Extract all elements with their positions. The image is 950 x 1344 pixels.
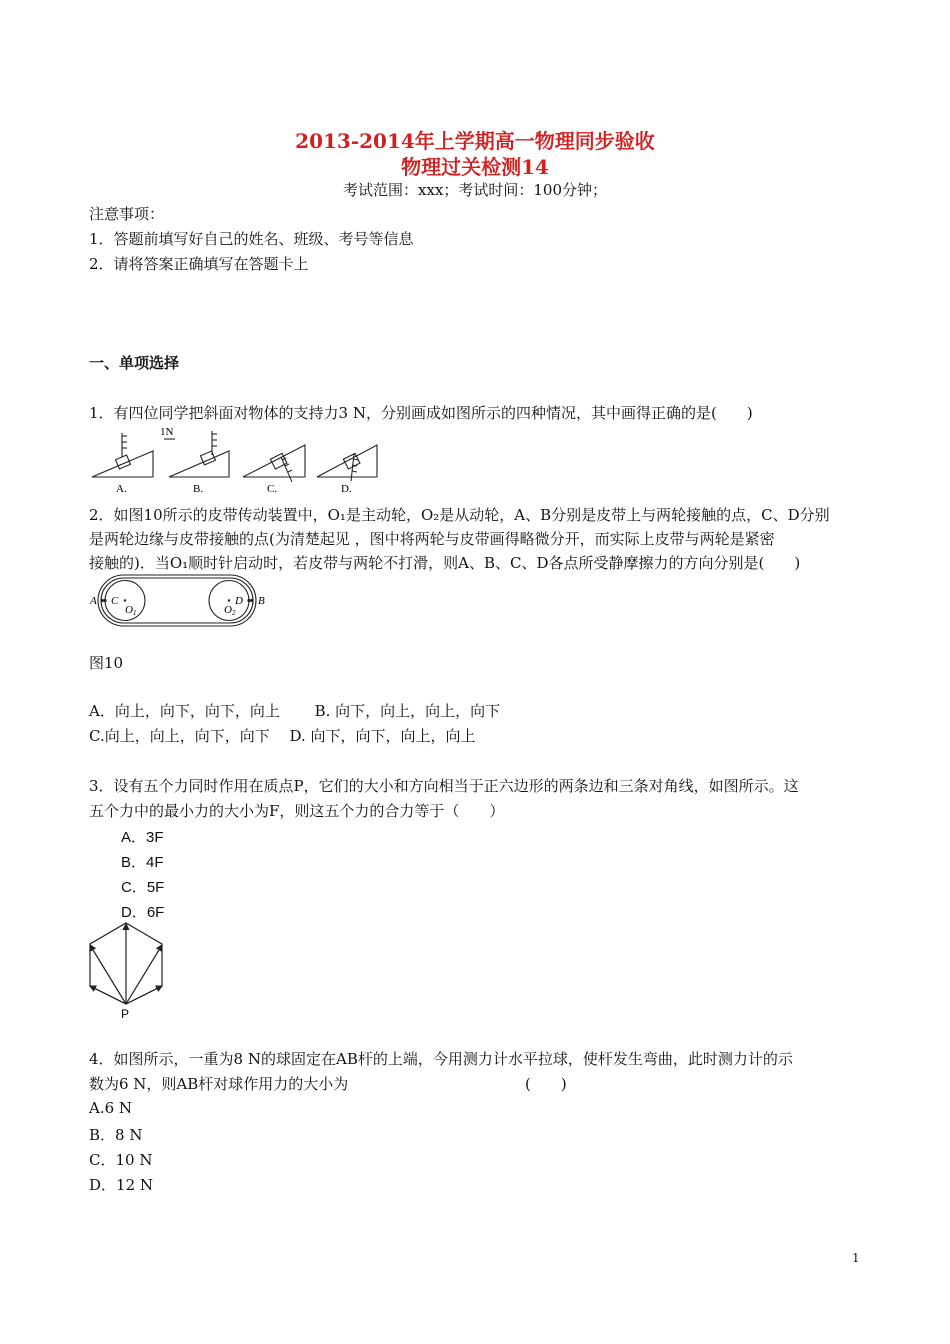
question-3-text-line-1: 3．设有五个力同时作用在质点P，它们的大小和方向相当于正六边形的两条边和三条对角线，如图所示。这: [89, 777, 799, 795]
question-4-option-c: C．10 N: [89, 1151, 153, 1169]
question-4-text-line-1: 4．如图所示，一重为8 N的球固定在AB杆的上端，今用测力计水平拉球，使杆发生弯曲，此时测力计的示: [89, 1050, 793, 1068]
question-4-option-a: A.6 N: [89, 1099, 133, 1117]
question-2-options-row-2: C.向上，向上，向下，向下 D. 向下，向下，向上，向上: [89, 727, 476, 745]
notes-heading: 注意事项：: [89, 205, 165, 223]
question-4-text-line-2: 数为6 N，则AB杆对球作用力的大小为: [89, 1075, 349, 1093]
q2-label-a: A: [90, 595, 97, 607]
q3-point-p-label: P: [121, 1007, 130, 1021]
q1-label-a: A.: [116, 483, 127, 495]
q2-label-d: D: [235, 595, 243, 607]
question-3-hexagon-figure: [86, 920, 168, 1020]
notes-item-1: 1．答题前填写好自己的姓名、班级、考号等信息: [89, 230, 414, 248]
q1-label-b: B.: [193, 483, 204, 495]
question-4-option-d: D．12 N: [89, 1176, 154, 1194]
q2-label-o2-sub: 2: [232, 609, 236, 617]
question-3-option-d: D．6F: [121, 904, 165, 921]
question-1-figure: [89, 424, 389, 498]
q2-label-o2: O: [224, 604, 232, 616]
question-2-text-line-2: 是两轮边缘与皮带接触的点(为清楚起见 ，图中将两轮与皮带画得略微分开，而实际上皮带与两轮是紧密: [89, 530, 775, 548]
question-3-option-a: A．3F: [121, 829, 164, 846]
title-line-2: 物理过关检测14: [401, 155, 549, 179]
title-line-1: 2013-2014年上学期高一物理同步验收: [295, 129, 655, 153]
question-4-answer-paren: ( ): [525, 1075, 567, 1093]
exam-info: 考试范围：xxx；考试时间：100分钟；: [342, 181, 607, 199]
notes-item-2: 2．请将答案正确填写在答题卡上: [89, 255, 309, 273]
q2-label-c: C: [111, 595, 119, 607]
q2-label-o1: O: [125, 604, 133, 616]
q1-label-c: C.: [267, 483, 278, 495]
q2-label-b: B: [258, 595, 265, 607]
question-2-text-line-3: 接触的)．当O₁顺时针启动时，若皮带与两轮不打滑，则A、B、C、D各点所受静摩擦力的方向分别是( ): [89, 554, 801, 572]
question-1-text: 1．有四位同学把斜面对物体的支持力3 N，分别画成如图所示的四种情况，其中画得正确的是( ): [89, 404, 753, 422]
question-3-text-line-2: 五个力中的最小力的大小为F，则这五个力的合力等于（ ）: [89, 802, 505, 820]
question-3-option-c: C．5F: [121, 879, 165, 896]
question-2-text-line-1: 2．如图10所示的皮带传动装置中，O₁是主动轮，O₂是从动轮，A、B分别是皮带上与两轮接触的点，C、D分别: [89, 506, 830, 524]
figure-10-caption: 图10: [89, 654, 124, 672]
question-4-option-b: B．8 N: [89, 1126, 143, 1144]
q1-scale-label: 1N: [160, 426, 174, 438]
section-heading: 一、单项选择: [89, 354, 180, 372]
question-2-belt-figure: [89, 574, 269, 628]
question-3-option-b: B．4F: [121, 854, 164, 871]
q2-label-o1-sub: 1: [133, 609, 137, 617]
q1-label-d: D.: [341, 483, 352, 495]
question-2-options-row-1: A．向上，向下，向下，向上 B. 向下，向上，向上，向下: [89, 702, 501, 720]
page-number: 1: [852, 1251, 860, 1265]
